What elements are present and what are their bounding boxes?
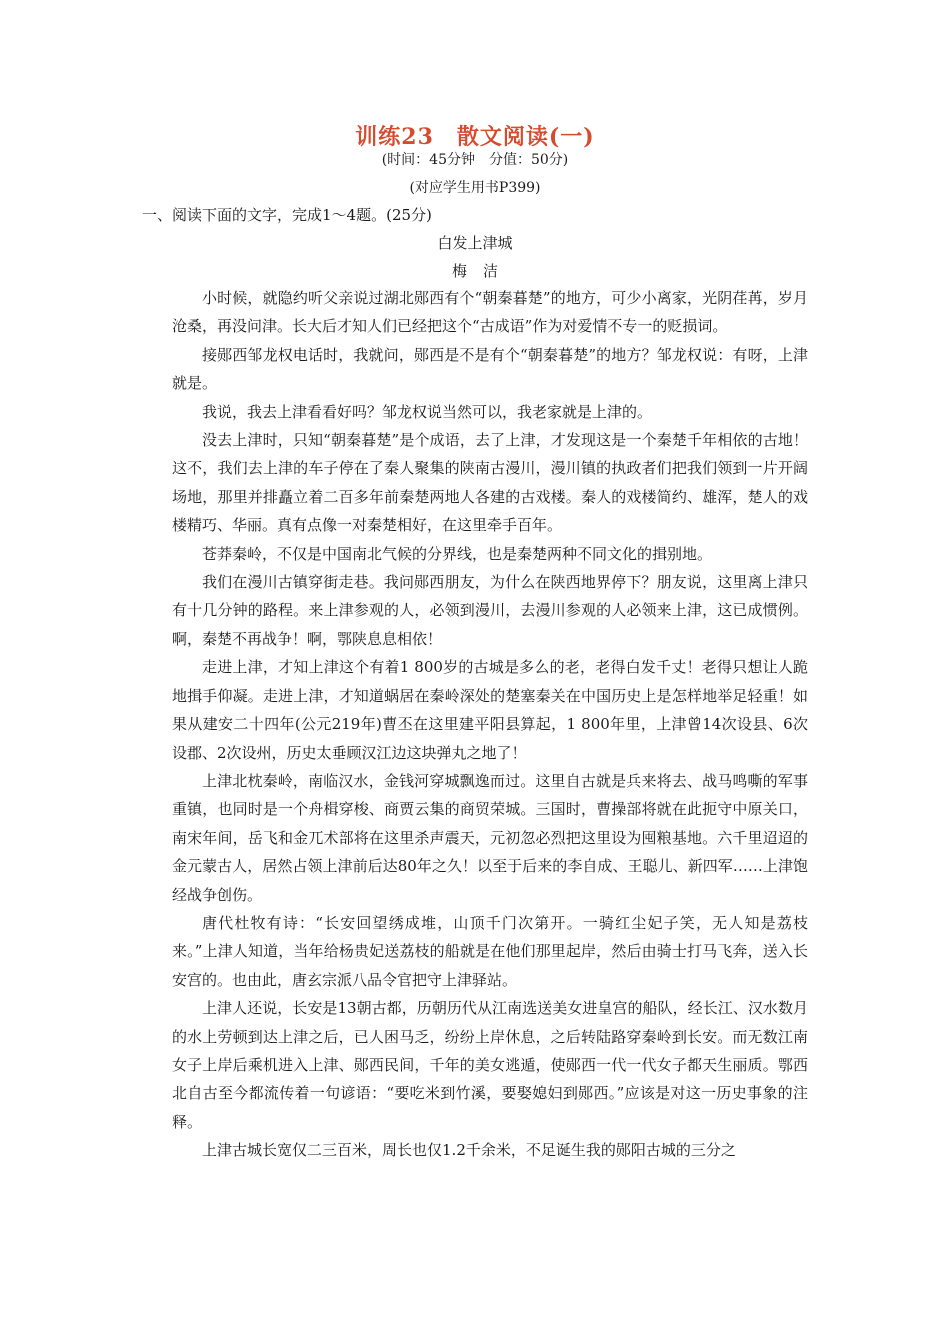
essay-paragraph: 我说，我去上津看看好吗？邹龙权说当然可以，我老家就是上津的。 — [202, 402, 653, 421]
essay-paragraph: 走进上津，才知上津这个有着1 800岁的古城是多么的老，老得白发千丈！老得只想让人跪地揖手仰凝。走进上津，才知道蜗居在秦岭深处的楚塞秦关在中国历史上是怎样地举足轻重！如果从建安二十四年(公元219年)曹丕在这里建平阳县算起，1 800年里，上津曾14次设县、6次设郡、2次设州，历史太垂顾汉江边这块弹丸之地了！ — [172, 658, 808, 762]
essay-body — [172, 284, 808, 1165]
essay-title: 白发上津城 — [437, 234, 513, 252]
essay-paragraph: 小时候，就隐约听父亲说过湖北郧西有个“朝秦暮楚”的地方，可少小离家，光阴荏苒，岁月沧桑，再没问津。长大后才知人们已经把这个“古成语”作为对爱情不专一的贬损词。 — [172, 289, 808, 336]
section-instruction: 一、阅读下面的文字，完成1～4题。(25分) — [142, 206, 432, 224]
essay-paragraph: 上津北枕秦岭，南临汉水，金钱河穿城飘逸而过。这里自古就是兵来将去、战马鸣嘶的军事重镇，也同时是一个舟楫穿梭、商贾云集的商贸荣城。三国时，曹操部将就在此扼守中原关口，南宋年间，岳飞和金兀术部将在这里杀声震天，元初忽必烈把这里设为囤粮基地。六千里迢迢的金元蒙古人，居然占领上津前后达80年之久！以至于后来的李自成、王聪儿、新四军……上津饱经战争创伤。 — [172, 771, 808, 904]
book-reference: (对应学生用书P399) — [409, 180, 541, 196]
essay-paragraph: 没去上津时，只知“朝秦暮楚”是个成语，去了上津，才发现这是一个秦楚千年相依的古地！这不，我们去上津的车子停在了秦人聚集的陕南古漫川，漫川镇的执政者们把我们领到一片开阔场地，那里并排矗立着二百多年前秦楚两地人各建的古戏楼。秦人的戏楼简约、雄浑，楚人的戏楼精巧、华丽。真有点像一对秦楚相好，在这里牵手百年。 — [172, 431, 808, 535]
essay-author: 梅洁 — [451, 262, 514, 280]
essay-paragraph: 苍莽秦岭，不仅是中国南北气候的分界线，也是秦楚两种不同文化的揖别地。 — [202, 544, 713, 563]
essay-paragraph: 上津古城长宽仅二三百米，周长也仅1.2千余米，不足诞生我的郧阳古城的三分之 — [202, 1141, 736, 1160]
essay-paragraph: 上津人还说，长安是13朝古都，历朝历代从江南选送美女进皇宫的船队，经长江、汉水数月的水上劳顿到达上津之后，已人困马乏，纷纷上岸休息，之后转陆路穿秦岭到长安。而无数江南女子上岸后乘机进入上津、郧西民间，千年的美女逃遁，使郧西一代一代女子都天生丽质。鄂西北自古至今都流传着一句谚语：“要吃米到竹溪，要娶媳妇到郧西。”应该是对这一历史事象的注释。 — [172, 999, 808, 1131]
document-title: 训练23 散文阅读(一) — [355, 124, 595, 150]
time-score-info: (时间：45分钟 分值：50分) — [381, 152, 569, 168]
essay-paragraph: 唐代杜牧有诗：“长安回望绣成堆，山顶千门次第开。一骑红尘妃子笑，无人知是荔枝来。”上津人知道，当年给杨贵妃送荔枝的船就是在他们那里起岸，然后由骑士打马飞奔，送入长安宫的。也由此，唐玄宗派八品令官把守上津驿站。 — [172, 913, 808, 989]
essay-paragraph: 我们在漫川古镇穿街走巷。我问郧西朋友，为什么在陕西地界停下？朋友说，这里离上津只有十几分钟的路程。来上津参观的人，必领到漫川，去漫川参观的人必领来上津，这已成惯例。啊，秦楚不再战争！啊，鄂陕息息相依！ — [172, 573, 808, 648]
essay-paragraph: 接郧西邹龙权电话时，我就问，郧西是不是有个“朝秦暮楚”的地方？邹龙权说：有呀，上津就是。 — [172, 345, 808, 393]
